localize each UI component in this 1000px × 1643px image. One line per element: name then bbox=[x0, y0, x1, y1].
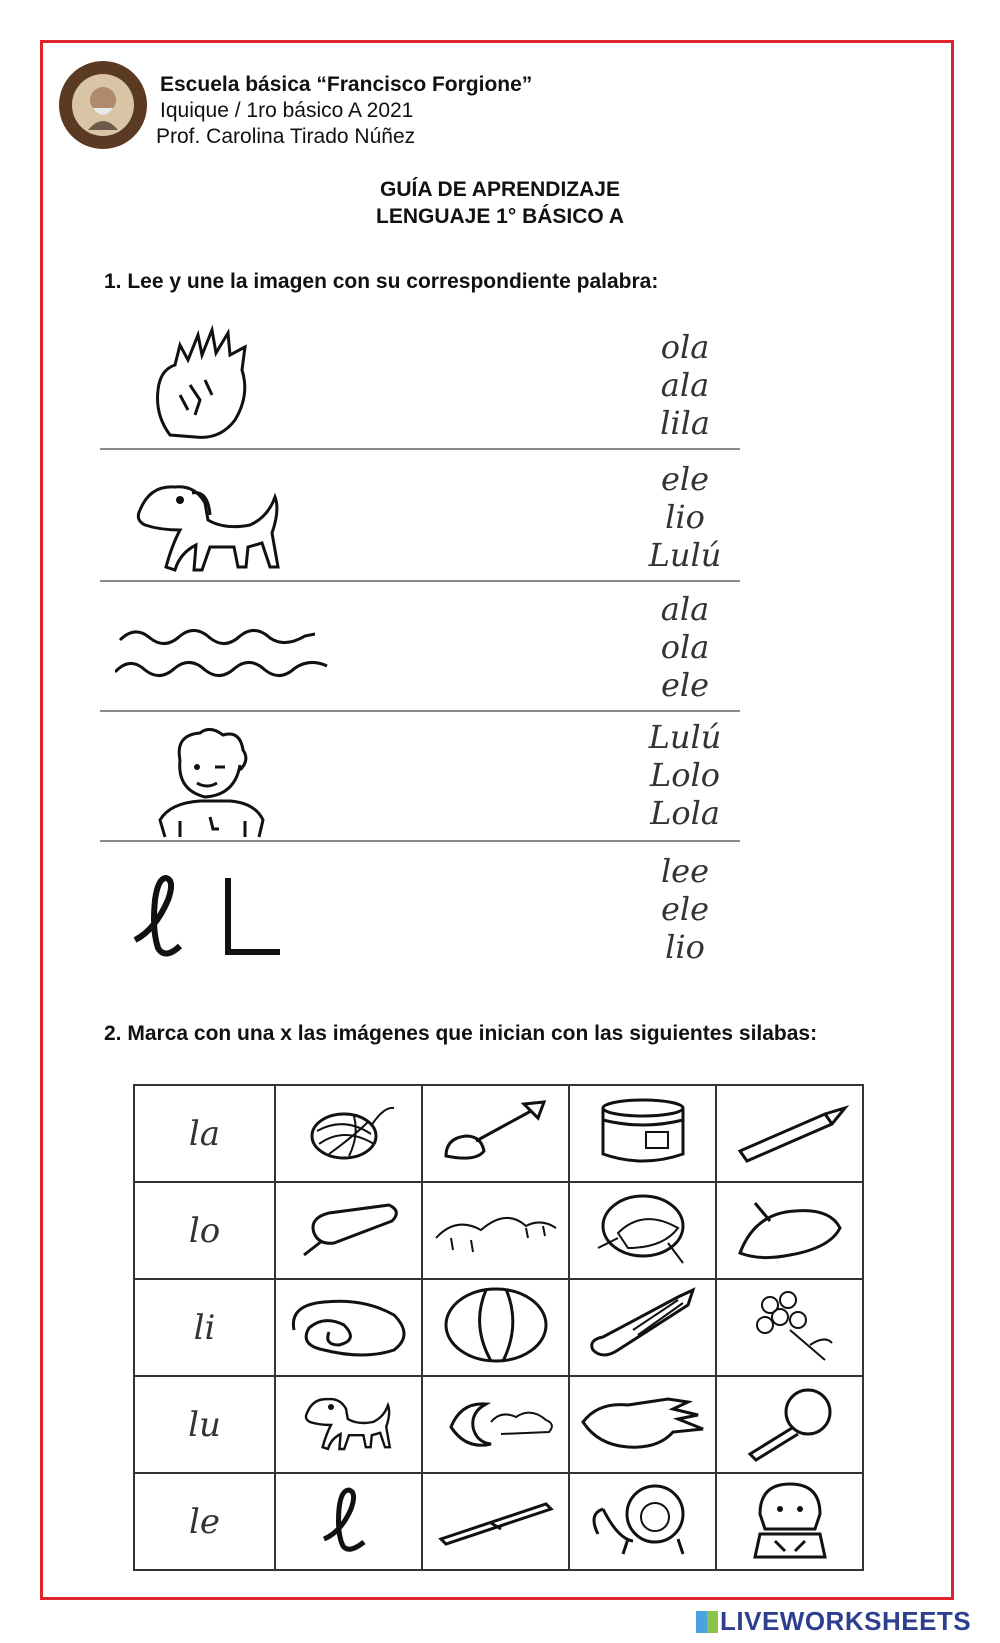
shovel-icon bbox=[436, 1096, 556, 1166]
grid-row bbox=[134, 1473, 863, 1570]
word-option[interactable]: Lulú bbox=[648, 536, 722, 574]
word-option[interactable]: ele bbox=[660, 666, 710, 704]
syllable-cell: li bbox=[134, 1279, 275, 1376]
watermark-text: LIVEWORKSHEETS bbox=[720, 1606, 972, 1636]
picture-cell[interactable] bbox=[422, 1085, 569, 1182]
lion-icon bbox=[583, 1479, 703, 1559]
picture-cell[interactable] bbox=[275, 1085, 422, 1182]
picture-cell[interactable] bbox=[716, 1376, 863, 1473]
teacher-name: Prof. Carolina Tirado Núñez bbox=[156, 125, 416, 148]
word-option[interactable]: Lolo bbox=[649, 756, 720, 794]
picture-cell[interactable] bbox=[275, 1376, 422, 1473]
syllable-cell: lo bbox=[134, 1182, 275, 1279]
exercise-1-instruction: 1. Lee y une la imagen con su correspondiente palabra: bbox=[104, 270, 659, 293]
word-option[interactable]: lee bbox=[660, 852, 710, 890]
picture-cell[interactable] bbox=[275, 1182, 422, 1279]
school-name: Escuela básica “Francisco Forgione” bbox=[160, 73, 533, 96]
word-option[interactable]: ele bbox=[660, 890, 710, 928]
picture-cell[interactable] bbox=[422, 1376, 569, 1473]
row-divider bbox=[100, 448, 740, 450]
hills-icon bbox=[431, 1198, 561, 1258]
picture-cell[interactable] bbox=[569, 1376, 716, 1473]
syllable-cell: la bbox=[134, 1085, 275, 1182]
picture-cell[interactable] bbox=[569, 1473, 716, 1570]
letter-l-icon bbox=[130, 870, 290, 960]
grid-row bbox=[134, 1279, 863, 1376]
word-option[interactable]: ola bbox=[660, 328, 710, 366]
word-option[interactable]: lila bbox=[660, 404, 710, 442]
picture-cell[interactable] bbox=[569, 1279, 716, 1376]
exercise-2-instruction: 2. Marca con una x las imágenes que inician con las siguientes silabas: bbox=[104, 1022, 818, 1045]
title-line-1: GUÍA DE APRENDIZAJE bbox=[380, 178, 620, 201]
school-header bbox=[156, 72, 533, 150]
word-option[interactable]: ola bbox=[660, 628, 710, 666]
course-line: Iquique / 1ro básico A 2021 bbox=[160, 99, 414, 122]
title-line-2: LENGUAJE 1° BÁSICO A bbox=[376, 205, 624, 228]
oyster-icon bbox=[735, 1193, 845, 1263]
popsicle-icon bbox=[294, 1193, 404, 1263]
waves-icon bbox=[115, 620, 330, 690]
syllable-cell: le bbox=[134, 1473, 275, 1570]
picture-cell[interactable] bbox=[422, 1182, 569, 1279]
dog-icon bbox=[289, 1392, 409, 1452]
grid-row bbox=[134, 1085, 863, 1182]
yarn-icon bbox=[299, 1096, 399, 1166]
tangle-icon bbox=[284, 1290, 414, 1360]
liveworksheets-watermark bbox=[696, 1606, 971, 1637]
lilac-icon bbox=[740, 1285, 840, 1365]
picture-cell[interactable] bbox=[569, 1182, 716, 1279]
grid-row bbox=[134, 1376, 863, 1473]
word-option[interactable]: lio bbox=[665, 928, 705, 966]
word-list bbox=[610, 852, 760, 966]
word-option[interactable]: Lola bbox=[650, 794, 720, 832]
picture-cell[interactable] bbox=[275, 1473, 422, 1570]
page-title bbox=[0, 176, 1000, 230]
picture-cell[interactable] bbox=[422, 1473, 569, 1570]
word-option[interactable]: ala bbox=[660, 366, 710, 404]
word-list bbox=[610, 328, 760, 442]
word-option[interactable]: Lulú bbox=[648, 718, 722, 756]
picture-cell[interactable] bbox=[716, 1182, 863, 1279]
girl-icon bbox=[745, 1479, 835, 1559]
word-option[interactable]: ala bbox=[660, 590, 710, 628]
school-logo bbox=[58, 60, 148, 150]
hand-icon bbox=[578, 1387, 708, 1457]
word-list bbox=[610, 460, 760, 574]
letter-l-icon bbox=[319, 1484, 379, 1554]
can-icon bbox=[598, 1096, 688, 1166]
parrot-icon bbox=[588, 1188, 698, 1268]
picture-cell[interactable] bbox=[716, 1279, 863, 1376]
picture-cell[interactable] bbox=[716, 1085, 863, 1182]
row-divider bbox=[100, 580, 740, 582]
hand-icon bbox=[150, 325, 260, 445]
grid-row bbox=[134, 1182, 863, 1279]
picture-cell[interactable] bbox=[422, 1279, 569, 1376]
pencil-icon bbox=[730, 1096, 850, 1166]
word-list bbox=[610, 718, 760, 832]
moon-clouds-icon bbox=[431, 1392, 561, 1452]
word-option[interactable]: ele bbox=[660, 460, 710, 498]
magnifier-icon bbox=[740, 1382, 840, 1462]
dog-icon bbox=[130, 475, 290, 575]
boy-icon bbox=[155, 725, 270, 840]
picture-cell[interactable] bbox=[716, 1473, 863, 1570]
ball-icon bbox=[441, 1285, 551, 1365]
picture-cell[interactable] bbox=[569, 1085, 716, 1182]
word-list bbox=[610, 590, 760, 704]
picture-cell[interactable] bbox=[275, 1279, 422, 1376]
file-tool-icon bbox=[578, 1285, 708, 1365]
syllable-cell: lu bbox=[134, 1376, 275, 1473]
stick-icon bbox=[431, 1489, 561, 1549]
syllable-grid bbox=[133, 1084, 864, 1571]
row-divider bbox=[100, 840, 740, 842]
row-divider bbox=[100, 710, 740, 712]
word-option[interactable]: lio bbox=[665, 498, 705, 536]
